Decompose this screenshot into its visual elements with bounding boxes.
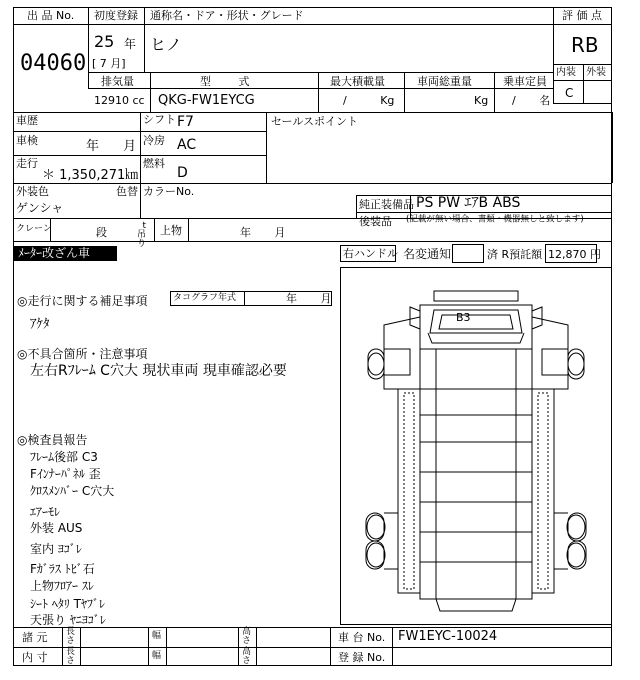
driving-note: ｱｹﾀ xyxy=(30,317,50,332)
model-label: 型 式 xyxy=(200,75,262,88)
inspection-value: 年 月 xyxy=(86,139,137,154)
fuel-label: 燃料 xyxy=(143,157,165,170)
history-label: 車歴 xyxy=(16,114,38,127)
inspector-note: Fｲﾝﾅｰﾊﾟﾈﾙ 歪 xyxy=(30,467,101,481)
tachograph-value: 年 月 xyxy=(286,292,332,305)
first-reg-year: 25 xyxy=(94,32,115,51)
gross-weight-value: Kg xyxy=(474,94,489,107)
overall-score: RB xyxy=(571,33,599,57)
rating-label: 評 価 点 xyxy=(562,9,602,22)
lot-no: 04060 xyxy=(20,51,87,76)
driving-label: ◎走行に関する補足事項 xyxy=(17,294,148,308)
body-label: 上物 xyxy=(160,224,182,237)
model-code: QKG-FW1EYCG xyxy=(158,93,255,108)
capacity-value: / 名 xyxy=(512,94,551,107)
inner-width-label: 幅 xyxy=(152,651,162,661)
inspector-note: 天張り ﾔﾆﾖｺﾞﾚ xyxy=(30,613,106,627)
sales-point-label: セールスポイント xyxy=(271,115,359,128)
inspector-note: ｸﾛｽﾒﾝﾊﾞｰ C穴大 xyxy=(30,484,115,498)
inspector-note: 室内 ﾖｺﾞﾚ xyxy=(30,542,82,556)
body-value: 年 月 xyxy=(240,226,286,239)
dim-width-label: 幅 xyxy=(152,631,162,641)
ext-color-value: ゲンシャ xyxy=(16,201,64,215)
inspector-note: Fｶﾞﾗｽ ﾄﾋﾞ石 xyxy=(30,562,95,576)
shift-label: シフト xyxy=(143,113,176,126)
first-reg-label: 初度登録 xyxy=(94,9,138,22)
displacement-label: 排気量 xyxy=(101,75,134,88)
car-name: ヒノ xyxy=(150,35,182,54)
capacity-label: 乗車定員 xyxy=(503,75,547,88)
ext-color-label: 外装色 xyxy=(16,185,49,198)
dim-height-label: 高さ xyxy=(242,627,252,646)
mileage-value: ＊ 1,350,271㎞ xyxy=(42,168,139,183)
defect-label: ◎不具合箇所・注意事項 xyxy=(17,347,148,361)
inspector-note: ｼｰﾄ ﾍﾀﾘ Tﾔﾌﾞﾚ xyxy=(30,597,105,611)
inner-length-label: 長さ xyxy=(66,647,76,666)
crane-stage: 段 xyxy=(96,226,107,239)
exterior-label: 外装 xyxy=(586,67,606,78)
max-load-value: / Kg xyxy=(343,94,395,107)
gross-weight-label: 車両総重量 xyxy=(417,75,472,88)
tachograph-label: タコグラフ年式 xyxy=(173,293,237,303)
genuine-equip-value: PS PW ｴｱB ABS xyxy=(416,195,521,211)
fuel-value: D xyxy=(177,165,188,181)
aircon-label: 冷房 xyxy=(143,134,165,147)
displacement-value: 12910 cc xyxy=(94,94,145,107)
color-change-label: 色替 xyxy=(116,185,138,198)
chassis-no: FW1EYC-10024 xyxy=(398,629,498,644)
inspector-note: ｴｱｰﾓﾚ xyxy=(30,505,61,519)
shift-value: F7 xyxy=(177,114,194,130)
aircon-value: AC xyxy=(177,137,197,153)
interior-score: C xyxy=(565,86,574,100)
damage-code-b3: B3 xyxy=(456,311,471,324)
dim-length-label: 長さ xyxy=(66,627,76,646)
truck-diagram xyxy=(340,267,612,625)
chassis-label: 車 台 No. xyxy=(338,631,386,644)
inspector-label: ◎検査員報告 xyxy=(17,433,88,447)
aftermarket-label: 後装品 xyxy=(359,215,392,228)
dim-label: 諸 元 xyxy=(22,631,48,644)
inspector-note: ﾌﾚｰﾑ後部 C3 xyxy=(30,450,98,464)
lot-no-label: 出 品 No. xyxy=(27,9,75,22)
recycle-label: 済 R預託額 xyxy=(487,248,543,261)
first-reg-month: [ 7 月] xyxy=(92,57,126,70)
inspection-label: 車検 xyxy=(16,134,38,147)
right-handle-label: 右ハンドル xyxy=(343,247,398,260)
model-desc-label: 通称名・ドア・形状・グレード xyxy=(150,9,304,22)
inner-height-label: 高さ xyxy=(242,647,252,666)
color-code-label: カラーNo. xyxy=(143,185,195,198)
recycle-amount: 12,870 円 xyxy=(548,248,601,261)
inspector-note: 外装 AUS xyxy=(30,521,83,535)
name-change-label: 名変通知 xyxy=(403,247,452,261)
meter-tamper-text: ﾒｰﾀｰ改ざん車 xyxy=(18,246,91,260)
interior-label: 内装 xyxy=(556,67,576,78)
inner-dim-label: 内 寸 xyxy=(22,651,48,664)
aftermarket-note: (記載が無い場合、書類・機器無しと致します) xyxy=(406,215,584,225)
crane-label: クレーン xyxy=(16,224,52,234)
inspector-note: 上物ﾌﾛｱｰ ｽﾚ xyxy=(30,579,94,593)
mileage-label: 走行 xyxy=(16,157,38,170)
first-reg-year-unit: 年 xyxy=(124,37,137,51)
name-change-checkbox xyxy=(452,244,484,263)
crane-ton-label: t 吊り xyxy=(136,221,146,249)
max-load-label: 最大積載量 xyxy=(330,75,385,88)
genuine-equip-label: 純正装備品 xyxy=(359,198,414,211)
reg-label: 登 録 No. xyxy=(338,651,386,664)
defect-note: 左右Rﾌﾚｰﾑ C穴大 現状車両 現車確認必要 xyxy=(30,363,287,379)
